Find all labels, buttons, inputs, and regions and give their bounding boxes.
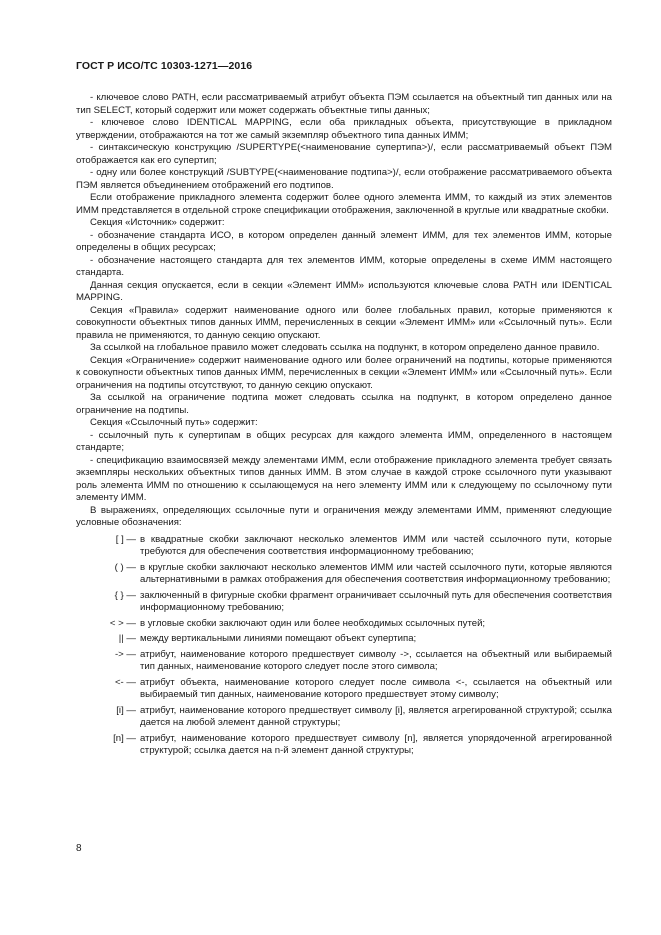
notation-text: атрибут, наименование которого предшествует символу [i], является агрегированной структурой; ссылка дается на любой элемент данной структуры; (140, 704, 612, 728)
paragraph: - спецификацию взаимосвязей между элементами ИММ, если отображение прикладного элемента требует связать экземпляры нескольких объектных типов данных ИММ. В этом случае в каждой строке ссылочного пути указывают роль элемента ИММ по отношению к ссылающемуся на него элементу ИММ или к следующему по ссылочному пути элементу ИММ. (76, 454, 612, 503)
paragraph: За ссылкой на ограничение подтипа может следовать ссылка на подпункт, в котором определено данное ограничение на подтипы. (76, 392, 612, 416)
notation-item (76, 562, 612, 587)
paragraph: Данная секция опускается, если в секции «Элемент ИММ» используются ключевые слова PATH или IDENTICAL MAPPING. (76, 279, 612, 303)
notation-item (76, 677, 612, 702)
notation-symbol: < > — (109, 617, 136, 629)
notation-text: в квадратные скобки заключают несколько элементов ИММ или частей ссылочного пути, которые требуются для обеспечения соответствия информационному требованию; (140, 533, 612, 557)
paragraph: - ключевое слово IDENTICAL MAPPING, если оба прикладных объекта, присутствующие в прикладном утверждении, отображаются на тот же самый экземпляр объектного типа данных ИММ; (76, 117, 612, 141)
paragraph: Секция «Правила» содержит наименование одного или более глобальных правил, которые применяются к совокупности объектных типов данных ИММ, перечисленных в секции «Элемент ИММ» или «Ссылочный путь». Если правила не применяются, то данную секцию опускают. (76, 304, 612, 341)
paragraph: - обозначение стандарта ИСО, в котором определен данный элемент ИММ, для тех элементов ИММ, которые определены в общих ресурсах; (76, 229, 612, 253)
page-number: 8 (76, 843, 82, 854)
notation-list (76, 534, 612, 758)
notation-symbol: ( ) — (114, 561, 136, 573)
paragraph: В выражениях, определяющих ссылочные пути и ограничения между элементами ИММ, применяют следующие условные обозначения: (76, 504, 612, 528)
notation-symbol: <- — (114, 676, 136, 688)
notation-item (76, 733, 612, 758)
notation-text: атрибут, наименование которого предшествует символу [n], является упорядоченной агрегированной структурой; ссылка дается на n-й элемент данной структуры; (140, 732, 612, 756)
notation-text: атрибут, наименование которого предшествует символу ->, ссылается на объектный или выбираемый тип данных, наименование которого следует после этого символа; (140, 648, 612, 672)
document-header: ГОСТ Р ИСО/ТС 10303-1271—2016 (76, 60, 253, 72)
notation-text: между вертикальными линиями помещают объект супертипа; (140, 633, 417, 644)
paragraph: - ключевое слово PATH, если рассматриваемый атрибут объекта ПЭМ ссылается на объектный тип данных или на тип SELECT, который содержит или может содержать объектные типы данных; (76, 92, 612, 116)
notation-text: в круглые скобки заключают несколько элементов ИММ или частей ссылочного пути, которые являются альтернативными в рамках отображения для обеспечения соответствия информационному требованию; (140, 561, 612, 585)
body-text (76, 92, 612, 761)
notation-text: заключенный в фигурные скобки фрагмент ограничивает ссылочный путь для обеспечения соответствия информационному требованию; (140, 589, 612, 613)
paragraph: За ссылкой на глобальное правило может следовать ссылка на подпункт, в котором определено данное правило. (90, 342, 600, 353)
notation-symbol: [ ] — (115, 533, 136, 545)
paragraph: Секция «Ограничение» содержит наименование одного или более ограничений на подтипы, которые применяются к совокупности объектных типов данных ИММ, перечисленных в секции «Элемент ИММ» или «Ссылочный путь». Если ограничения на подтипы отсутствуют, то данную секцию опускают. (76, 354, 612, 391)
notation-text: в угловые скобки заключают один или более необходимых ссылочных путей; (140, 617, 486, 629)
paragraph: - одну или более конструкций /SUBTYPE(<наименование подтипа>)/, если отображение рассматриваемого объекта ПЭМ является объединением отображений его подтипов. (76, 167, 612, 191)
paragraph: - синтаксическую конструкцию /SUPERTYPE(<наименование супертипа>)/, если рассматриваемый объект ПЭМ отображается как его супертип; (76, 142, 612, 166)
notation-item (76, 534, 612, 559)
notation-item (76, 618, 612, 631)
paragraph: - обозначение настоящего стандарта для тех элементов ИММ, которые определены в схеме ИММ настоящего стандарта. (76, 254, 612, 278)
notation-symbol: [i] — (116, 704, 136, 716)
notation-item (76, 649, 612, 674)
paragraph: - ссылочный путь к супертипам в общих ресурсах для каждого элемента ИММ, определенного в настоящем стандарте; (76, 429, 612, 453)
paragraph: Если отображение прикладного элемента содержит более одного элемента ИММ, то каждый из этих элементов ИММ представляется в отдельной строке спецификации отображения, заключенной в круглые или квадратные скобки. (76, 192, 612, 216)
notation-symbol: [n] — (113, 732, 136, 744)
notation-item (76, 633, 612, 646)
notation-text: атрибут объекта, наименование которого следует после символа <-, ссылается на объектный или выбираемый тип данных, наименование которого предшествует этому символу; (140, 676, 612, 700)
paragraph: Секция «Ссылочный путь» содержит: (90, 417, 258, 428)
notation-symbol: || — (118, 633, 136, 644)
notation-item (76, 705, 612, 730)
notation-item (76, 590, 612, 615)
notation-symbol: { } — (114, 589, 136, 601)
notation-symbol: -> — (114, 648, 136, 660)
paragraph: Секция «Источник» содержит: (90, 217, 225, 228)
